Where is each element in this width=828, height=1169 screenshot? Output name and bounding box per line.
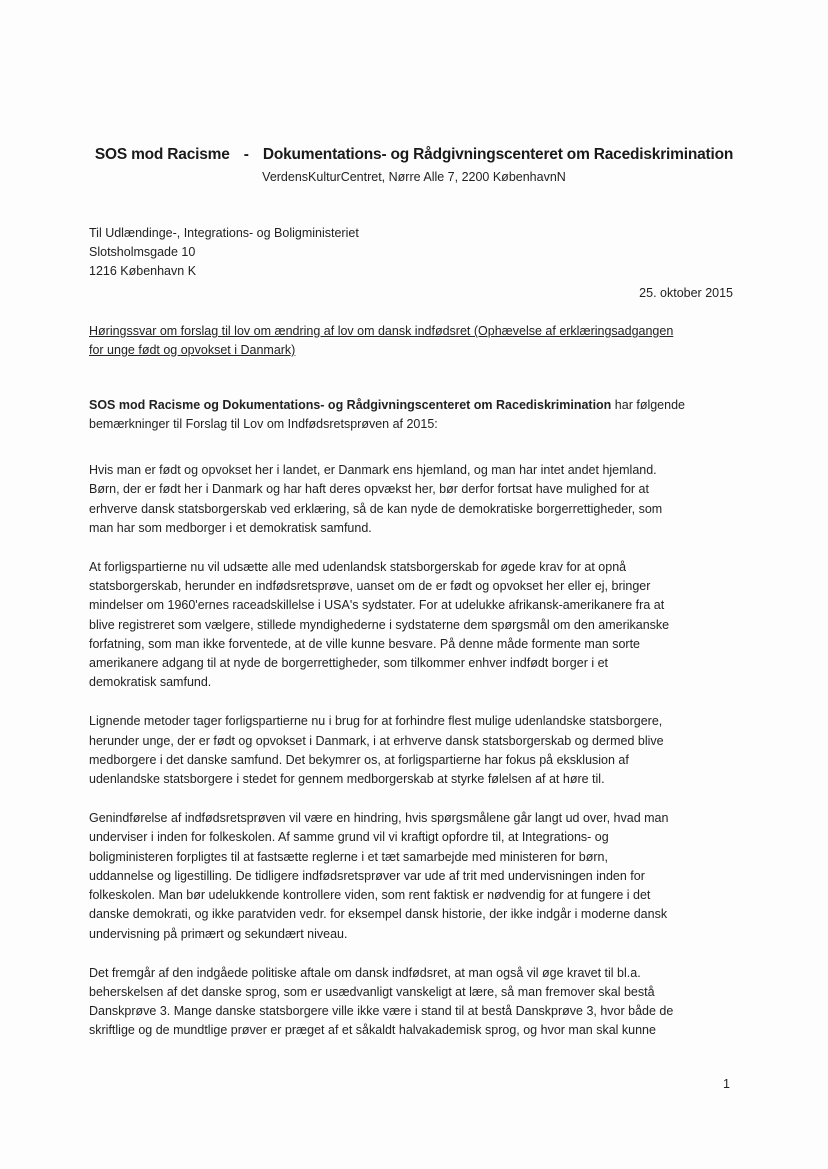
paragraph-line: demokratisk samfund. bbox=[89, 675, 212, 690]
paragraph-line: uddannelse og ligestilling. De tidligere indfødsretsprøver var ude af trit med undervisningen inden for bbox=[89, 868, 645, 883]
paragraph-line: erhverve dansk statsborgerskab ved erklæring, så de kan nyde de demokratiske borgerrettigheder, som bbox=[89, 501, 663, 516]
subject-line-text: for unge født og opvokset i Danmark) bbox=[89, 343, 296, 357]
paragraph-line: danske demokrati, og ikke paratviden vedr. for eksempel dansk historie, der ikke indgår i moderne dansk bbox=[89, 907, 668, 922]
letterhead-org-secondary: Dokumentations- og Rådgivningscenteret om Racediskrimination bbox=[262, 146, 734, 163]
recipient-line: Til Udlændinge-, Integrations- og Boligministeriet bbox=[89, 226, 359, 240]
recipient-block bbox=[89, 224, 359, 281]
subject-line bbox=[89, 322, 729, 360]
intro-org-name: SOS mod Racisme og Dokumentations- og Rådgivningscenteret om Racediskrimination bbox=[89, 398, 612, 412]
page-number: 1 bbox=[723, 1077, 730, 1091]
paragraph-line: herunder unge, der er født og opvokset i Danmark, i at erhverve dansk statsborgerskab og dermed blive bbox=[89, 733, 664, 748]
body-paragraph bbox=[89, 809, 737, 944]
paragraph-line: Lignende metoder tager forligspartierne nu i brug for at forhindre flest mulige udenlandske statsborgere, bbox=[89, 714, 663, 729]
paragraph-line: Det fremgår af den indgåede politiske aftale om dansk indfødsret, at man også vil øge kravet til bl.a. bbox=[89, 965, 641, 980]
paragraph-line: Hvis man er født og opvokset her i landet, er Danmark ens hjemland, og man har intet andet hjemland. bbox=[89, 463, 657, 477]
paragraph-line: skriftlige og de mundtlige prøver er præget af et såkaldt halvakademisk sprog, og hvor man skal kunne bbox=[89, 1023, 656, 1038]
paragraph-line: At forligspartierne nu vil udsætte alle med udenlandsk statsborgerskab for øgede krav for at opnå bbox=[89, 559, 627, 574]
letterhead-separator: - bbox=[243, 146, 249, 163]
paragraph-line: mindelser om 1960'ernes raceadskillelse i USA's sydstater. For at udelukke afrikansk-amerikanere fra at bbox=[89, 598, 665, 613]
paragraph-line: beherskelsen af det danske sprog, som er usædvanligt vanskeligt at lære, så man fremover skal bestå bbox=[89, 984, 655, 999]
paragraph-line: boligministeren forpligtes til at fastsætte reglerne i et tæt samarbejde med ministeren for børn, bbox=[89, 849, 608, 864]
intro-text: bemærkninger til Forslag til Lov om Indfødsretsprøven af 2015: bbox=[89, 417, 438, 431]
paragraph-line: Danskprøve 3. Mange danske statsborgere ville ikke være i stand til at bestå Danskprøve 3, hvor både de bbox=[89, 1004, 674, 1019]
paragraph-line: undervisning på primært og sekundært niveau. bbox=[89, 926, 348, 941]
letterhead-org-primary: SOS mod Racisme bbox=[94, 146, 230, 163]
paragraph-line: folkeskolen. Man bør udelukkende kontrollere viden, som rent faktisk er nødvendig for at fungere i det bbox=[89, 888, 651, 903]
paragraph-line: man har som medborger i et demokratisk samfund. bbox=[89, 520, 372, 535]
paragraph-line: Genindførelse af indfødsretsprøven vil være en hindring, hvis spørgsmålene går langt ud over, hvad man bbox=[89, 810, 669, 825]
body-paragraph bbox=[89, 558, 737, 693]
paragraph-line: underviser i inden for folkeskolen. Af samme grund vil vi kraftigt opfordre til, at Integrations- og bbox=[89, 830, 609, 845]
letterhead-address: VerdensKulturCentret, Nørre Alle 7, 2200 KøbenhavnN bbox=[262, 170, 566, 184]
body-paragraph bbox=[89, 712, 737, 789]
paragraph-line: forfatning, som man ikke forventede, at de ville kunne besvare. På denne måde formente man sorte bbox=[89, 636, 641, 651]
paragraph-line: statsborgerskab, herunder en indfødsretsprøve, uanset om de er født og opvokset her eller ej, bringer bbox=[89, 578, 651, 593]
paragraph-line: udenlandske statsborgere i stedet for gennem medborgerskab at styrke følelsen af at høre til. bbox=[89, 772, 605, 787]
body-paragraph bbox=[89, 461, 737, 538]
paragraph-line: blive registreret som vælgere, stillede myndighederne i sydstaterne dem spørgsmål om den amerikanske bbox=[89, 617, 670, 632]
intro-paragraph bbox=[89, 396, 729, 434]
recipient-line: 1216 København K bbox=[89, 264, 197, 278]
paragraph-line: amerikanere adgang til at nyde de borgerrettigheder, som tilkommer enhver indfødt borger i et bbox=[89, 656, 609, 671]
paragraph-line: Børn, der er født her i Danmark og har haft deres opvækst her, bør derfor fortsat have mulighed for at bbox=[89, 482, 649, 497]
letterhead-title bbox=[0, 146, 828, 164]
letter-body bbox=[89, 461, 737, 1060]
paragraph-line: medborgere i det danske samfund. Det bekymrer os, at forligspartierne har fokus på eksklusion af bbox=[89, 752, 629, 767]
body-paragraph bbox=[89, 964, 737, 1041]
letter-date: 25. oktober 2015 bbox=[639, 286, 733, 300]
intro-text: har følgende bbox=[611, 398, 685, 412]
subject-line-text: Høringssvar om forslag til lov om ændring af lov om dansk indfødsret (Ophævelse af erklæringsadgangen bbox=[89, 324, 674, 338]
recipient-line: Slotsholmsgade 10 bbox=[89, 245, 196, 259]
